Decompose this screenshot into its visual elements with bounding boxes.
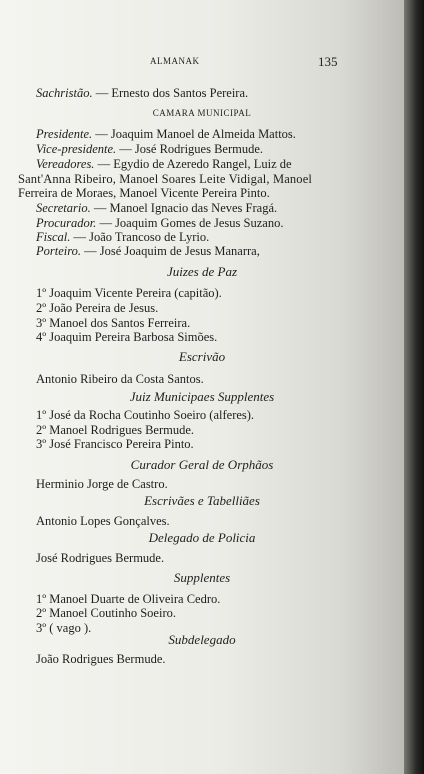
camara-line [36, 142, 263, 157]
role-label: Vice-presidente. [36, 142, 117, 156]
section-heading: Juizes de Paz [166, 264, 238, 279]
list-item: 1º Manoel Duarte de Oliveira Cedro. [36, 592, 221, 606]
person-name: João Rodrigues Bermude. [36, 652, 166, 666]
section-heading: Juiz Municipaes Supplentes [129, 389, 275, 404]
camara-line [36, 157, 292, 172]
section-heading: Curador Geral de Orphãos [130, 457, 274, 472]
camara-line [36, 216, 283, 231]
entry-text: — Egydio de Azeredo Rangel, Luiz de [94, 157, 292, 171]
entry-text: — Joaquim Manoel de Almeida Mattos. [92, 127, 296, 141]
role-label: Procurador. [36, 216, 97, 230]
camara-line [36, 201, 277, 216]
running-title: ALMANAK [150, 56, 200, 66]
entry-text: — José Rodrigues Bermude. [116, 142, 264, 156]
person-name: José Rodrigues Bermude. [36, 551, 165, 565]
person-name: Herminio Jorge de Castro. [36, 477, 168, 491]
entry-text: — Joaquim Gomes de Jesus Suzano. [96, 216, 284, 230]
person-name: Antonio Lopes Gonçalves. [36, 514, 170, 528]
entry-text: — José Joaquim de Jesus Manarra, [81, 244, 260, 258]
page-header [0, 56, 404, 72]
camara-line [18, 186, 270, 201]
role-label: Porteiro. [36, 244, 82, 258]
entry-text: — Manoel Ignacio das Neves Fragá. [90, 201, 278, 215]
list-item: 4º Joaquim Pereira Barbosa Simões. [36, 330, 218, 344]
role-label: Presidente. [36, 127, 93, 141]
list-item: 2º Manoel Coutinho Soeiro. [36, 606, 176, 620]
camara-line [18, 172, 312, 187]
entry-text: Ferreira de Moraes, Manoel Vicente Pereira Pinto. [18, 186, 270, 200]
role-label: Fiscal. [36, 230, 71, 244]
list-item: 3º José Francisco Pereira Pinto. [36, 437, 194, 451]
section-heading: Delegado de Policia [148, 530, 256, 545]
list-item: 3º ( vago ). [36, 621, 92, 635]
camara-heading: CAMARA MUNICIPAL [152, 108, 252, 118]
list-item: 3º Manoel dos Santos Ferreira. [36, 316, 191, 330]
role-label: Vereadores. [36, 157, 95, 171]
list-item: 1º Joaquim Vicente Pereira (capitão). [36, 286, 222, 300]
page-edge-shadow [404, 0, 424, 774]
role-label: Secretario. [36, 201, 91, 215]
entry-text: — Ernesto dos Santos Pereira. [92, 86, 249, 100]
camara-line [36, 244, 260, 259]
list-item: 2º João Pereira de Jesus. [36, 301, 159, 315]
section-heading: Escrivão [178, 349, 226, 364]
section-heading: Subdelegado [168, 632, 236, 647]
section-heading: Supplentes [173, 570, 231, 585]
camara-line [36, 127, 296, 142]
entry-text: Sant'Anna Ribeiro, Manoel Soares Leite Vidigal, Manoel [18, 172, 313, 186]
page-number: 135 [318, 54, 338, 69]
list-item: 1º José da Rocha Coutinho Soeiro (alferes). [36, 408, 255, 422]
list-item: 2º Manoel Rodrigues Bermude. [36, 423, 195, 437]
role-label: Sachristão. [36, 86, 93, 100]
section-heading: Escrivães e Tabelliães [144, 493, 260, 508]
sacristan-entry [36, 86, 248, 101]
person-name: Antonio Ribeiro da Costa Santos. [36, 372, 204, 386]
entry-text: — João Trancoso de Lyrio. [70, 230, 210, 244]
camara-line [36, 230, 209, 245]
